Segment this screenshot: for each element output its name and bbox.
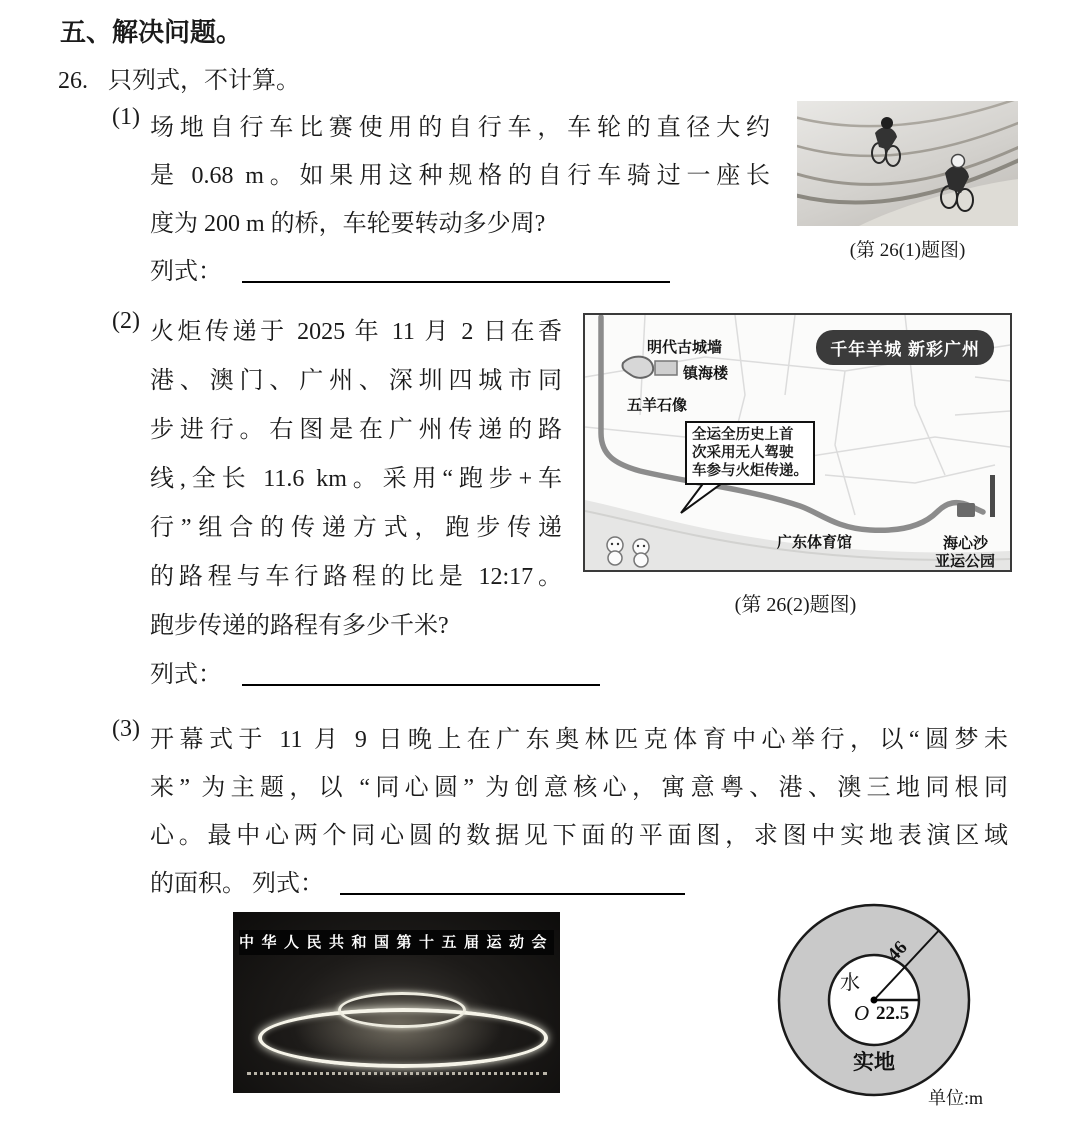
section-title: 五、解决问题。 xyxy=(60,17,243,47)
map-callout-line-2: 次采用无人驾驶 xyxy=(692,445,794,461)
q1-expression-row xyxy=(150,248,770,296)
q2-expression-row xyxy=(150,651,562,700)
q1-text xyxy=(150,104,770,296)
torch-relay-map xyxy=(583,313,1012,572)
outer-radius-value: 46 xyxy=(883,937,912,966)
city-wall-icon xyxy=(622,357,653,378)
unit-label: 单位:m xyxy=(928,1088,984,1108)
q2-line-2: 港、澳门、广州、深圳四城市同 xyxy=(150,368,562,394)
map-banner: 千年羊城 新彩广州 xyxy=(816,330,994,365)
q1-answer-blank xyxy=(242,257,670,283)
q1-label: (1) xyxy=(112,104,140,130)
q1-figure-caption: (第 26(1)题图) xyxy=(849,240,966,261)
field-area-label: 实地 xyxy=(853,1050,895,1074)
q3-line-2: 来” 为主题，以 “同心圆” 为创意核心，寓意粤、港、澳三地同根同 xyxy=(150,775,1008,801)
bicycle-photo xyxy=(797,101,1018,226)
q1-expression-label: 列式： xyxy=(150,259,222,285)
zhenhai-tower-icon xyxy=(655,361,677,375)
q3-label: (3) xyxy=(112,716,140,742)
q2-line-1: 火炬传递于 2025 年 11 月 2 日在香 xyxy=(150,319,562,345)
map-callout-line-3: 车参与火炬传递。 xyxy=(692,463,808,479)
q2-text xyxy=(150,308,562,700)
q3-line-3: 心。最中心两个同心圆的数据见下面的平面图，求图中实地表演区域 xyxy=(150,823,1008,849)
center-label: O xyxy=(854,1001,870,1025)
map-label-asian-games-park: 亚运公园 xyxy=(935,553,996,570)
q2-line-7: 跑步传递的路程有多少千米? xyxy=(150,613,449,639)
q1-line-3: 度为 200 m 的桥，车轮要转动多少周? xyxy=(150,211,546,237)
map-callout-line-1: 全运全历史上首 xyxy=(692,427,794,443)
ceremony-photo xyxy=(233,912,560,1093)
map-label-gd-gym: 广东体育馆 xyxy=(777,534,853,551)
q3-line-1: 开幕式于 11 月 9 日晚上在广东奥林匹克体育中心举行，以“圆梦未 xyxy=(150,727,1008,753)
stage-inner-ring xyxy=(338,992,466,1028)
inner-radius-value: 22.5 xyxy=(876,1003,910,1024)
canton-tower-icon xyxy=(990,475,995,517)
concentric-circles-diagram xyxy=(770,896,1015,1121)
map-marker-icon xyxy=(957,503,975,517)
q2-line-4: 线,全长 11.6 km。采用“跑步+车 xyxy=(150,466,562,492)
q1-line-2: 是 0.68 m。如果用这种规格的自行车骑过一座长 xyxy=(150,163,770,189)
q2-figure-caption: (第 26(2)题图) xyxy=(734,594,857,616)
q1-line-1: 场地自行车比赛使用的自行车，车轮的直径大约 xyxy=(150,115,770,141)
q2-expression-label: 列式： xyxy=(150,662,222,688)
map-label-zhenhai-tower: 镇海楼 xyxy=(683,365,729,382)
stage-lights-row xyxy=(247,1072,547,1075)
ceremony-banner-text: 中华人民共和国第十五届运动会 xyxy=(239,930,554,955)
velodrome-track-art xyxy=(797,101,1018,226)
q2-line-5: 行”组合的传递方式，跑步传递 xyxy=(150,515,562,541)
q3-answer-blank xyxy=(340,869,685,895)
callout-tail xyxy=(681,481,725,513)
q3-line-4: 的面积。 xyxy=(150,871,246,897)
q2-line-6: 的路程与车行路程的比是 12:17。 xyxy=(150,564,562,590)
q2-line-3: 步进行。右图是在广州传递的路 xyxy=(150,417,562,443)
map-label-ming-wall: 明代古城墙 xyxy=(647,339,723,356)
question-26-intro-row xyxy=(58,60,300,95)
q3-expression-label: 列式： xyxy=(252,871,324,897)
map-label-haixinsha: 海心沙 xyxy=(943,535,989,552)
q2-label: (2) xyxy=(112,308,140,334)
question-intro: 只列式，不计算。 xyxy=(108,68,300,94)
q3-text xyxy=(150,716,1008,908)
map-label-five-rams: 五羊石像 xyxy=(627,397,688,414)
map-callout xyxy=(685,421,815,485)
question-number: 26. xyxy=(58,68,88,94)
q2-answer-blank xyxy=(242,660,600,686)
water-label: 水 xyxy=(840,972,860,994)
